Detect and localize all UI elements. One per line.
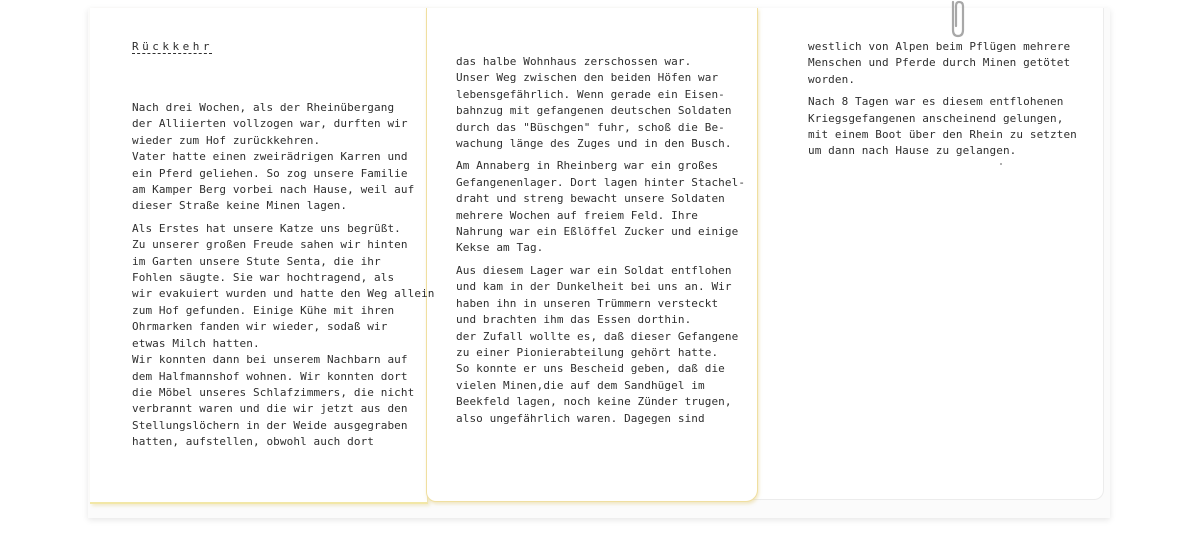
text-line: Menschen und Pferde durch Minen getötet bbox=[808, 56, 1071, 70]
text-line: wachung länge des Zuges und in den Busch. bbox=[456, 137, 732, 151]
text-line: Aus diesem Lager war ein Soldat entflohen bbox=[456, 263, 732, 277]
text-line: verbrannt waren und die wir jetzt aus den bbox=[132, 402, 408, 416]
text-line: Fohlen säugte. Sie war hochtragend, als bbox=[132, 271, 395, 285]
column-1-text bbox=[132, 100, 435, 451]
text-line: Nach 8 Tagen war es diesem entflohenen bbox=[808, 95, 1064, 109]
text-line: So konnte er uns Bescheid geben, daß die bbox=[456, 362, 725, 376]
text-line: Beekfeld lagen, noch keine Zünder trugen, bbox=[456, 395, 732, 409]
text-line: Als Erstes hat unsere Katze uns begrüßt. bbox=[132, 221, 401, 235]
column-2-text bbox=[456, 54, 745, 427]
text-line: Kekse am Tag. bbox=[456, 241, 544, 255]
text-line: dieser Straße keine Minen lagen. bbox=[132, 199, 348, 213]
text-line: draht und streng bewacht unsere Soldaten bbox=[456, 192, 725, 206]
text-line: Nahrung war ein Eßlöffel Zucker und einige bbox=[456, 225, 739, 239]
text-line: Nach drei Wochen, als der Rheinübergang bbox=[132, 101, 395, 114]
text-line: hatten, aufstellen, obwohl auch dort bbox=[132, 435, 375, 449]
text-line: Kriegsgefangenen anscheinend gelungen, bbox=[808, 111, 1064, 125]
text-line: also ungefährlich waren. Dagegen sind bbox=[456, 411, 705, 425]
text-line: mit einem Boot über den Rhein zu setzten bbox=[808, 128, 1077, 142]
text-line: am Kamper Berg vorbei nach Hause, weil auf bbox=[132, 183, 415, 197]
text-line: haben ihn in unseren Trümmern versteckt bbox=[456, 296, 719, 310]
text-line: etwas Milch hatten. bbox=[132, 336, 260, 350]
text-line: Zu unserer großen Freude sahen wir hinten bbox=[132, 238, 408, 252]
text-line: Am Annaberg in Rheinberg war ein großes bbox=[456, 159, 719, 173]
text-line: und brachten ihm das Essen dorthin. bbox=[456, 313, 692, 327]
text-line: wieder zum Hof zurückkehren. bbox=[132, 133, 321, 147]
text-line: vielen Minen,die auf dem Sandhügel im bbox=[456, 378, 705, 392]
text-line: worden. bbox=[808, 72, 856, 86]
text-line: der Alliierten vollzogen war, durften wir bbox=[132, 117, 408, 131]
text-line: durch das "Büschgen" fuhr, schoß die Be- bbox=[456, 120, 725, 134]
text-line: Gefangenenlager. Dort lagen hinter Stachel- bbox=[456, 175, 746, 189]
text-line: Vater hatte einen zweirädrigen Karren und bbox=[132, 150, 408, 164]
text-line: lebensgefährlich. Wenn gerade ein Eisen- bbox=[456, 87, 725, 101]
text-line: Ohrmarken fanden wir wieder, sodaß wir bbox=[132, 320, 388, 334]
text-line: bahnzug mit gefangenen deutschen Soldaten bbox=[456, 104, 732, 118]
text-line: Wir konnten dann bei unserem Nachbarn auf bbox=[132, 353, 408, 367]
text-line: dem Halfmannshof wohnen. Wir konnten dort bbox=[132, 369, 408, 383]
text-line: die Möbel unseres Schlafzimmers, die nicht bbox=[132, 385, 415, 399]
column-3-text bbox=[808, 39, 1077, 160]
text-line: zu einer Pionierabteilung gehört hatte. bbox=[456, 345, 719, 359]
text-line: im Garten unsere Stute Senta, die ihr bbox=[132, 254, 381, 268]
text-line: der Zufall wollte es, daß dieser Gefangene bbox=[456, 329, 739, 343]
text-line: wir evakuiert wurden und hatte den Weg allein bbox=[132, 287, 435, 301]
paperclip-icon bbox=[940, 0, 970, 40]
text-line: zum Hof gefunden. Einige Kühe mit ihren bbox=[132, 303, 395, 317]
text-line: um dann nach Hause zu gelangen. bbox=[808, 144, 1017, 158]
text-line: westlich von Alpen beim Pflügen mehrere bbox=[808, 40, 1071, 53]
document-title: Rückkehr bbox=[132, 40, 213, 53]
text-line: das halbe Wohnhaus zerschossen war. bbox=[456, 55, 692, 68]
text-line: Unser Weg zwischen den beiden Höfen war bbox=[456, 71, 719, 85]
text-line: und kam in der Dunkelheit bei uns an. Wir bbox=[456, 280, 732, 294]
speck-mark bbox=[1000, 163, 1002, 165]
text-line: Stellungslöchern in der Weide ausgegraben bbox=[132, 418, 408, 432]
text-line: ein Pferd geliehen. So zog unsere Familie bbox=[132, 166, 408, 180]
text-line: mehrere Wochen auf freiem Feld. Ihre bbox=[456, 208, 699, 222]
